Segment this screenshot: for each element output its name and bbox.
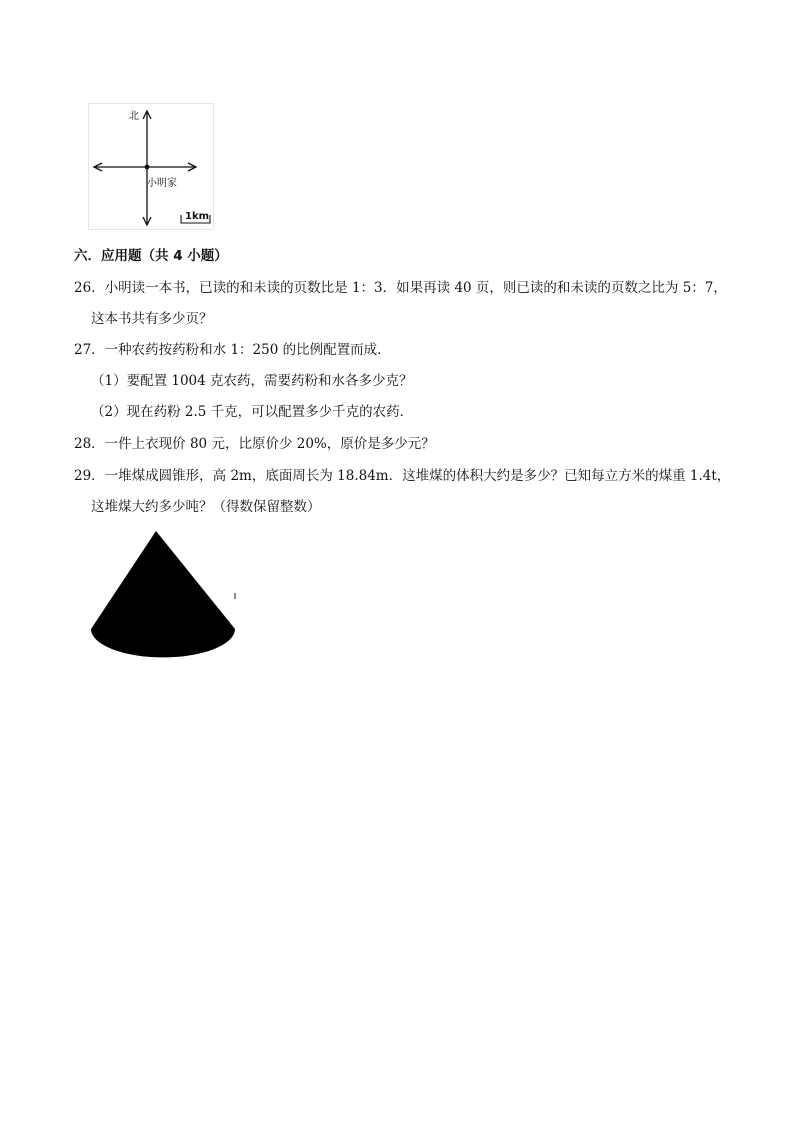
cone-svg bbox=[89, 529, 237, 660]
cone-shape bbox=[91, 531, 235, 657]
question-26-line-2: 这本书共有多少页？ bbox=[91, 311, 213, 327]
question-29-line-1: 29．一堆煤成圆锥形，高 2m，底面周长为 18.84m．这堆煤的体积大约是多少？已知每立方米的煤重 1.4t， bbox=[74, 468, 731, 484]
question-26-line-1: 26．小明读一本书，已读的和未读的页数比是 1：3．如果再读 40 页，则已读的和未读的页数之比为 5：7， bbox=[74, 280, 727, 296]
question-28-line-1: 28．一件上衣现价 80 元，比原价少 20%，原价是多少元？ bbox=[74, 436, 435, 452]
direction-map-figure bbox=[88, 103, 214, 230]
question-29-line-2: 这堆煤大约多少吨？（得数保留整数） bbox=[91, 499, 321, 515]
question-27-sub-2: （2）现在药粉 2.5 千克，可以配置多少千克的农药． bbox=[91, 404, 414, 420]
section-heading: 六．应用题（共 4 小题） bbox=[74, 248, 228, 264]
home-point bbox=[145, 165, 150, 170]
question-27-sub-1: （1）要配置 1004 克农药，需要药粉和水各多少克？ bbox=[91, 373, 413, 389]
question-27-line-1: 27．一种农药按药粉和水 1：250 的比例配置而成． bbox=[74, 342, 391, 358]
cone-figure bbox=[89, 529, 237, 660]
north-label: 北 bbox=[129, 111, 139, 122]
home-label: 小明家 bbox=[147, 178, 177, 189]
scale-label: 1km bbox=[185, 211, 210, 222]
